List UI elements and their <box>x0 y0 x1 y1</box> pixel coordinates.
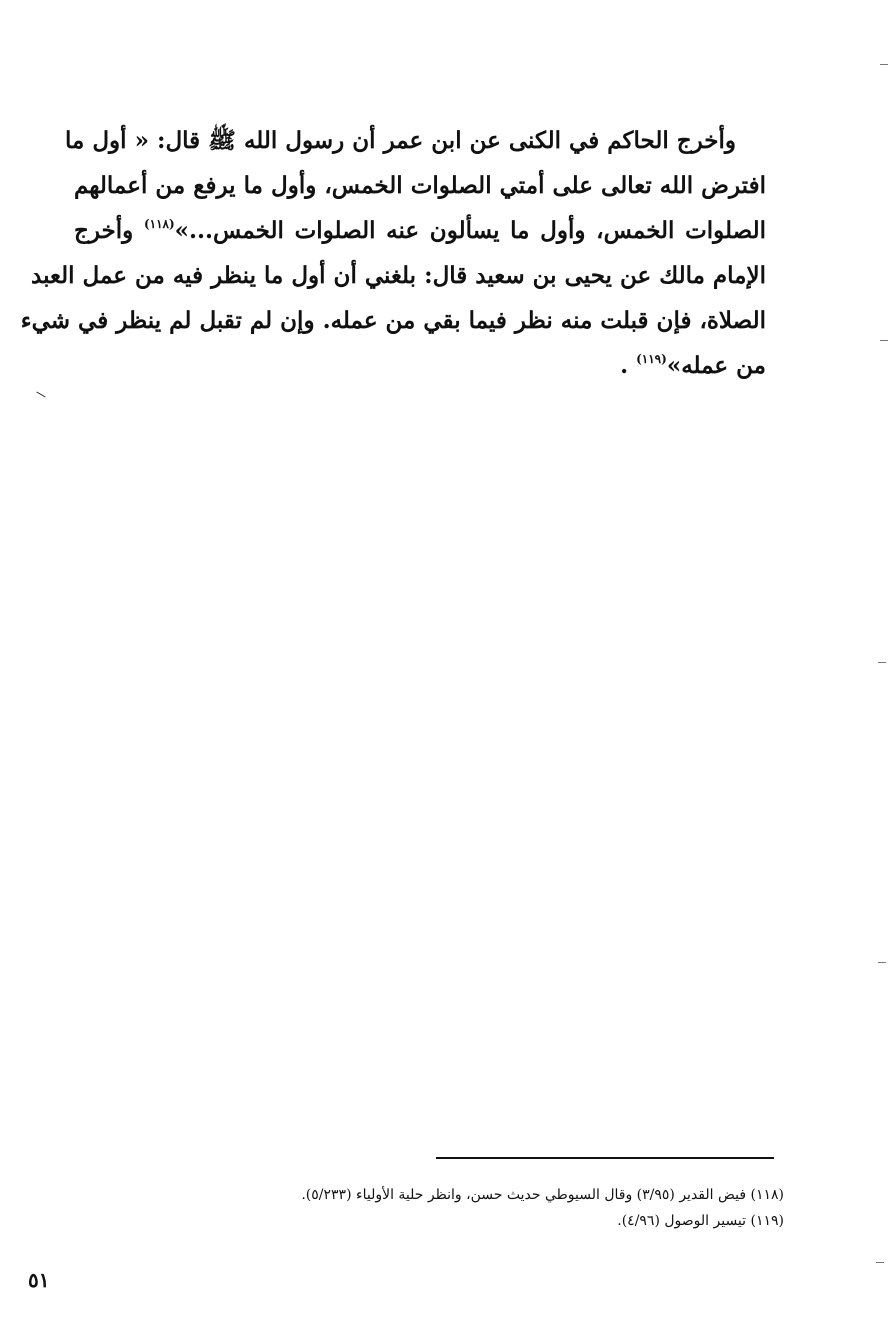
text-line-1: وأخرج الحاكم في الكنى عن ابن عمر أن رسول الله ﷺ قال: « أول ما <box>65 127 736 154</box>
footnote-separator <box>436 1157 774 1159</box>
scan-speck <box>36 392 45 398</box>
text-line-6-main: من عمله» <box>666 352 766 379</box>
text-line-3-main: الصلوات الخمس، وأول ما يسألون عنه الصلوات الخمس...» <box>174 217 766 244</box>
margin-mark <box>878 662 886 663</box>
page-number: ٥١ <box>28 1268 50 1292</box>
text-line-4: الإمام مالك عن يحيى بن سعيد قال: بلغني أن أول ما ينظر فيه من عمل العبد <box>31 262 766 289</box>
footnotes <box>150 1182 784 1234</box>
text-line-6-tail: . <box>620 352 629 379</box>
main-text <box>20 118 766 388</box>
text-line-6 <box>74 343 766 388</box>
margin-mark <box>876 1262 884 1263</box>
footnote-119: (١١٩) تيسير الوصول (٤/٩٦). <box>617 1213 784 1229</box>
text-line-5: الصلاة، فإن قبلت منه نظر فيما بقي من عمله. وإن لم تقبل لم ينظر في شيء <box>20 307 766 334</box>
text-line-3-tail: وأخرج <box>74 217 134 244</box>
margin-mark <box>880 340 888 341</box>
footnote-ref-118: (١١٨) <box>143 217 175 231</box>
margin-mark <box>880 64 888 65</box>
text-line-2: افترض الله تعالى على أمتي الصلوات الخمس، وأول ما يرفع من أعمالهم <box>74 172 766 199</box>
footnote-118: (١١٨) فيض القدير (٣/٩٥) وقال السيوطي حديث حسن، وانظر حلية الأولياء (٥/٢٣٣). <box>301 1187 784 1203</box>
margin-mark <box>878 962 886 963</box>
text-line-3 <box>74 208 766 253</box>
footnote-ref-119: (١١٩) <box>636 352 667 366</box>
